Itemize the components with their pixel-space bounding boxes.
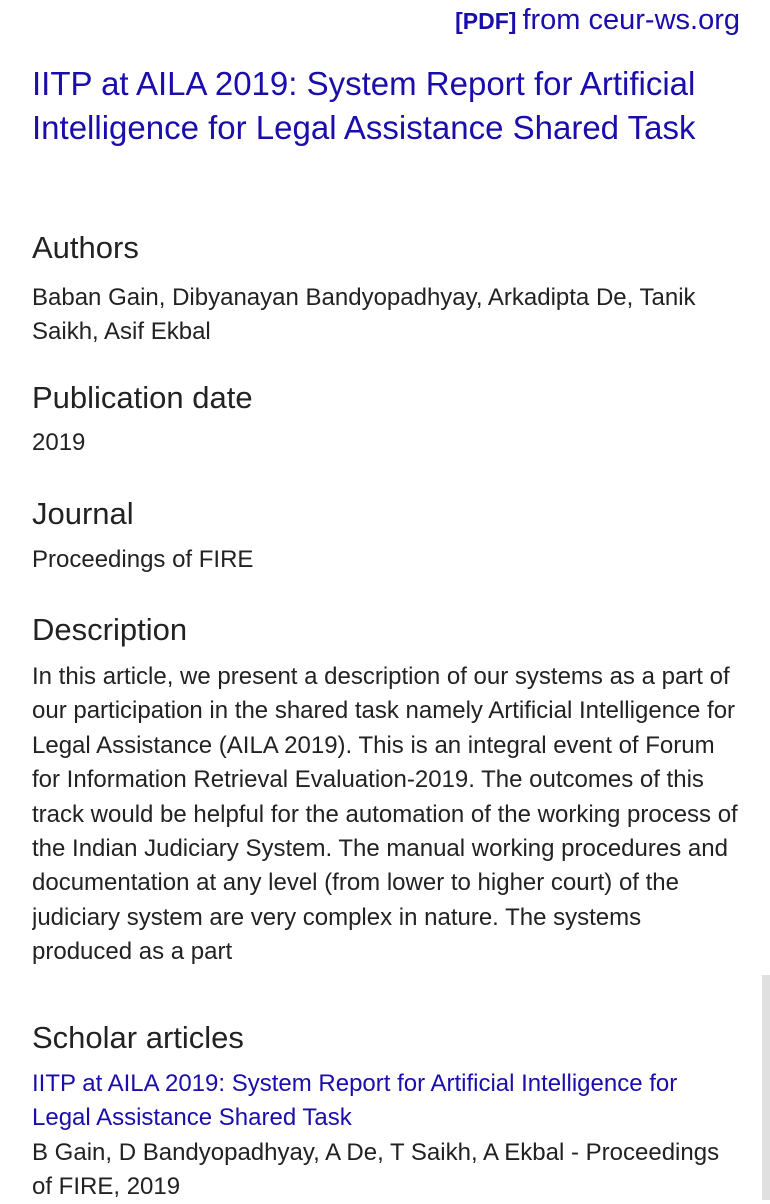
pdf-tag: [PDF] (455, 8, 517, 34)
pdf-download-link[interactable] (455, 4, 740, 37)
authors-label: Authors (32, 230, 139, 265)
scrollbar[interactable] (762, 975, 770, 1200)
publication-date-label: Publication date (32, 380, 253, 415)
pdf-source: from ceur-ws.org (522, 4, 740, 36)
publication-date-value: 2019 (32, 429, 86, 456)
scholar-article-meta: B Gain, D Bandyopadhyay, A De, T Saikh, A Ekbal - Proceedings of FIRE, 2019 (32, 1139, 720, 1200)
article-title-link[interactable]: IITP at AILA 2019: System Report for Artificial Intelligence for Legal Assistance Shared Task (32, 65, 696, 146)
scholar-article-link[interactable]: IITP at AILA 2019: System Report for Artificial Intelligence for Legal Assistance Shared Task (32, 1070, 678, 1131)
description-label: Description (32, 612, 188, 647)
description-text: In this article, we present a description of our systems as a part of our participation in the shared task namely Artificial Intelligence for Legal Assistance (AILA 2019). This is an integral event of Forum for Information Retrieval Evaluation-2019. The outcomes of this track would be helpful for the automation of the working process of the Indian Judiciary System. The manual working procedures and documentation at any level (from lower to higher court) of the judiciary system are very complex in nature. The systems produced as a part (32, 663, 738, 966)
journal-label: Journal (32, 496, 134, 531)
scholar-articles-label: Scholar articles (32, 1020, 244, 1055)
authors-value: Baban Gain, Dibyanayan Bandyopadhyay, Arkadipta De, Tanik Saikh, Asif Ekbal (32, 284, 696, 345)
journal-value: Proceedings of FIRE (32, 546, 254, 573)
